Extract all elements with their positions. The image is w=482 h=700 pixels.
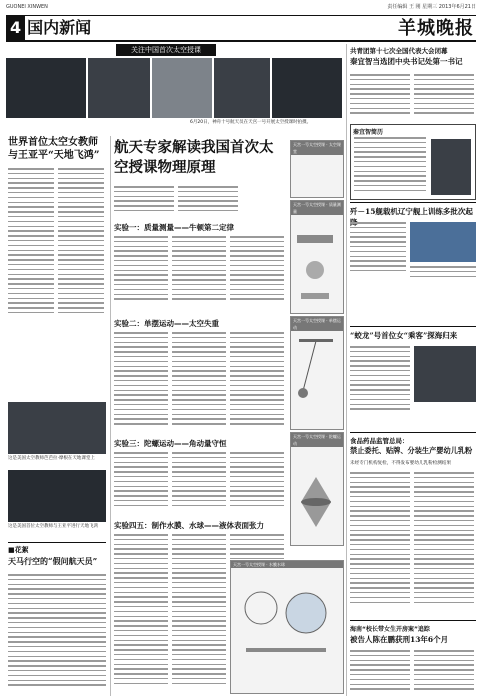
flower-label: ■花絮 — [8, 546, 29, 554]
photo-teacher-2 — [8, 470, 106, 522]
flower-headline: 天马行空的“假问航天员” — [8, 556, 98, 566]
figure-mass — [290, 200, 344, 314]
left-story-headline: 世界首位太空女教师与王亚平“天地飞鸿” — [8, 137, 100, 161]
figure-classroom-title: 天宫一号太空授课 · 太空课堂 — [291, 141, 343, 155]
figure-gyro-title: 天宫一号太空授课 · 陀螺运动 — [291, 433, 343, 447]
story5-headline-small: 海南“校长带女生开房案”追踪 — [350, 626, 430, 633]
subhead-1: 实验一：质量测量——牛顿第二定律 — [114, 223, 234, 232]
bio-box — [350, 124, 476, 200]
photo-teacher-1 — [8, 402, 106, 454]
figure-mass-title: 天宫一号太空授课 · 质量测量 — [291, 201, 343, 215]
left-story-body-col2 — [58, 168, 104, 318]
section-pinyin: GUONEI XINWEN — [6, 4, 48, 10]
top-strip-caption: 6月20日，神舟十号航天员在天宫一号开展太空授课时拍摄。 — [190, 120, 312, 125]
right-rule-2 — [350, 326, 476, 327]
main-headline: 航天专家解读我国首次太空授课物理原理 — [114, 139, 274, 176]
figure-classroom — [290, 140, 344, 198]
body-4b — [172, 534, 226, 694]
left-story-body-col1 — [8, 168, 54, 318]
body-3c — [230, 452, 284, 514]
story2-headline: 歼－15舰载机辽宁舰上训练多批次起 — [350, 207, 473, 216]
subhead-2: 实验二：单摆运动——太空失重 — [114, 319, 219, 328]
body-2a — [114, 332, 168, 432]
body-1a — [114, 236, 168, 306]
bio-title: 秦宜智简历 — [353, 129, 384, 136]
newspaper-logo: 羊城晚报 — [398, 18, 474, 39]
bio-body — [354, 137, 426, 195]
figure-water-drawing — [231, 568, 341, 688]
main-intro-col1 — [114, 186, 174, 216]
focus-label: 关注中国首次太空授课 — [116, 44, 216, 56]
figure-mass-drawing — [291, 215, 341, 315]
column-divider-right — [346, 44, 347, 696]
photo-j15-carrier — [410, 222, 476, 262]
photo-teacher-1-caption: 这是美国太空教师芭芭拉·摩根在天地课堂上 — [8, 456, 95, 461]
subhead-3: 实验三：陀螺运动——角动量守恒 — [114, 439, 227, 448]
section-title: 国内新闻 — [27, 18, 92, 37]
right-rule-3 — [350, 432, 476, 433]
photo-astronaut-2 — [88, 58, 150, 118]
body-1b — [172, 236, 226, 306]
figure-water — [230, 560, 344, 694]
story1-headline: 秦宜智当选团中央书记处第一书记 — [350, 57, 463, 66]
flower-body — [8, 574, 106, 694]
body-2b — [172, 332, 226, 432]
photo-astronaut-5 — [272, 58, 342, 118]
story5-body-b — [414, 650, 474, 694]
story1-body-b — [414, 74, 474, 120]
section-number: 4 — [6, 16, 25, 40]
figure-gyro-drawing — [291, 447, 341, 547]
photo-astronaut-4 — [214, 58, 270, 118]
flower-rule — [8, 542, 106, 543]
column-divider-left — [110, 136, 111, 696]
story4-body-b — [414, 472, 474, 612]
figure-pendulum-title: 天宫一号太空授课 · 单摆运动 — [291, 317, 343, 331]
story3-headline: “蛟龙”号首位女“乘客”探海归来 — [350, 331, 458, 340]
editor-date-line: 责任编辑 王 刚 星期三 2013年6月21日 — [387, 4, 476, 10]
photo-astronaut-3 — [152, 58, 212, 118]
photo-teacher-2-caption: 这是美国首位太空教师与王亚平进行天地飞鸿 — [8, 524, 98, 529]
body-1c — [230, 236, 284, 306]
story5-headline: 被告人陈在鹏获刑13年6个月 — [350, 635, 449, 644]
story4-body-a — [350, 472, 410, 612]
figure-pendulum-drawing — [291, 331, 341, 431]
story4-subhead: 未经专门机构复检，不得发布婴幼儿乳粉检测结果 — [350, 461, 452, 466]
right-rule-1 — [350, 202, 476, 203]
photo-jiaolong — [414, 346, 476, 402]
page-topbar — [0, 0, 482, 14]
figure-gyro — [290, 432, 344, 546]
main-intro-col2 — [178, 186, 238, 216]
story1-headline-small: 共青团第十七次全国代表大会闭幕 — [350, 47, 448, 55]
photo-astronaut-1 — [6, 58, 86, 118]
subhead-4: 实验四五：制作水膜、水球——液体表面张力 — [114, 521, 264, 530]
body-4a — [114, 534, 168, 694]
right-rule-4 — [350, 620, 476, 621]
body-3a — [114, 452, 168, 514]
story4-headline-small: 食品药品监管总局： — [350, 437, 409, 445]
story1-body-a — [350, 74, 410, 120]
story5-body-a — [350, 650, 410, 694]
story2-body — [350, 222, 406, 276]
section-rule — [6, 40, 476, 42]
story2-caption — [410, 266, 476, 280]
section-header — [6, 16, 91, 40]
body-3b — [172, 452, 226, 514]
bio-portrait — [431, 139, 471, 195]
body-2c — [230, 332, 284, 432]
figure-water-title: 天宫一号太空授课 · 水膜水球 — [231, 561, 343, 568]
story4-headline: 禁止委托、贴牌、分装生产婴幼儿乳粉 — [350, 446, 473, 455]
figure-pendulum — [290, 316, 344, 430]
story3-body — [350, 346, 410, 416]
